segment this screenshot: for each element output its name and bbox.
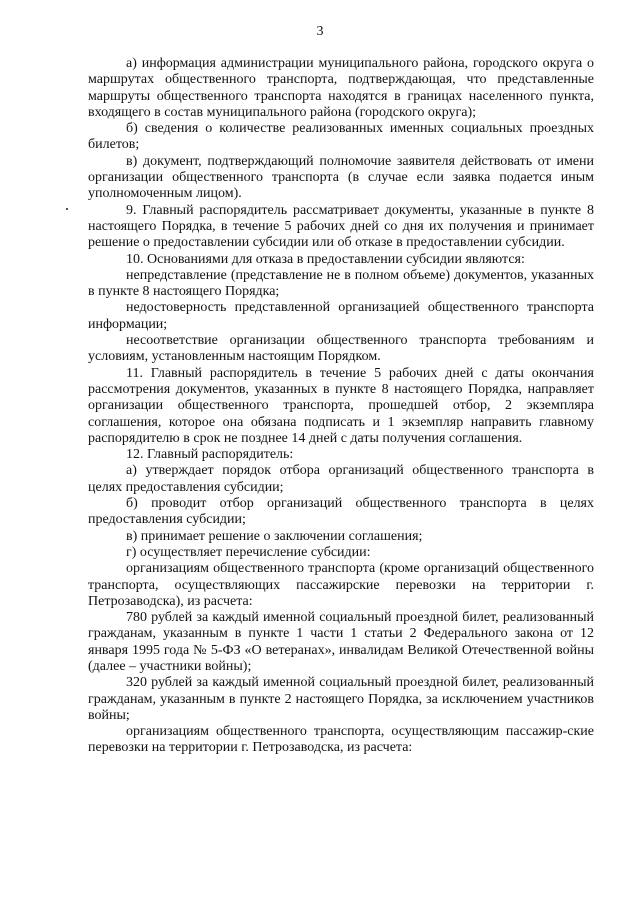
paragraph-6: непредставление (представление не в полном объеме) документов, указанных в пункте 8 настоящего Порядка;: [88, 267, 594, 300]
document-body: [88, 56, 594, 757]
paragraph-3: в) документ, подтверждающий полномочие заявителя действовать от имени организации общественного транспорта (в случае если заявка подается иным уполномоченным лицом).: [88, 153, 594, 202]
paragraph-13: в) принимает решение о заключении соглашения;: [126, 528, 423, 544]
paragraph-1: а) информация администрации муниципального района, городского округа о маршрутах общественного транспорта, подтверждающая, что представленные маршруты общественного транспорта находятся в границах населенного пункта, входящего в состав муниципального района (городского округа);: [88, 56, 594, 120]
paragraph-11: а) утверждает порядок отбора организаций общественного транспорта в целях предоставления субсидии;: [88, 463, 594, 495]
paragraph-9: 11. Главный распорядитель в течение 5 рабочих дней с даты окончания рассмотрения документов, указанных в пункте 8 настоящего Порядка, направляет организации общественного транспорта, прошедшей отбор, 2 экземпляра соглашения, которое она обязана подписать и 1 экземпляр направить главному распорядителю в срок не позднее 14 дней с даты получения соглашения.: [88, 365, 594, 446]
paragraph-7: недостоверность представленной организацией общественного транспорта информации;: [88, 300, 594, 332]
scan-speck: [66, 208, 68, 210]
paragraph-5: 10. Основаниями для отказа в предоставлении субсидии являются:: [126, 251, 525, 267]
paragraph-17: 320 рублей за каждый именной социальный проездной билет, реализованный гражданам, указанным в пункте 2 настоящего Порядка, за исключением участников войны;: [88, 675, 594, 723]
paragraph-8: несоответствие организации общественного транспорта требованиям и условиям, установленным настоящим Порядком.: [88, 333, 594, 365]
paragraph-10: 12. Главный распорядитель:: [126, 447, 294, 463]
paragraph-14: г) осуществляет перечисление субсидии:: [126, 544, 371, 560]
paragraph-18: организациям общественного транспорта, осуществляющим пассажир-ские перевозки на территории г. Петрозаводска, из расчета:: [88, 724, 594, 756]
paragraph-12: б) проводит отбор организаций общественного транспорта в целях предоставления субсидии;: [88, 496, 594, 528]
paragraph-15: организациям общественного транспорта (кроме организаций общественного транспорта, осуществляющих пассажирские перевозки на территории г. Петрозаводска), из расчета:: [88, 561, 594, 609]
paragraph-4: 9. Главный распорядитель рассматривает документы, указанные в пункте 8 настоящего Порядка, в течение 5 рабочих дней со дня их получения и принимает решение о предоставлении субсидии или об отказе в предоставлении субсидии.: [88, 202, 594, 251]
paragraph-2: б) сведения о количестве реализованных именных социальных проездных билетов;: [88, 121, 594, 153]
paragraph-16: 780 рублей за каждый именной социальный проездной билет, реализованный гражданам, указанным в пункте 1 части 1 статьи 2 Федерального закона от 12 января 1995 года № 5-ФЗ «О ветеранах», инвалидам Великой Отечественной войны (далее – участники войны);: [88, 610, 594, 674]
page-number: 3: [316, 24, 324, 39]
